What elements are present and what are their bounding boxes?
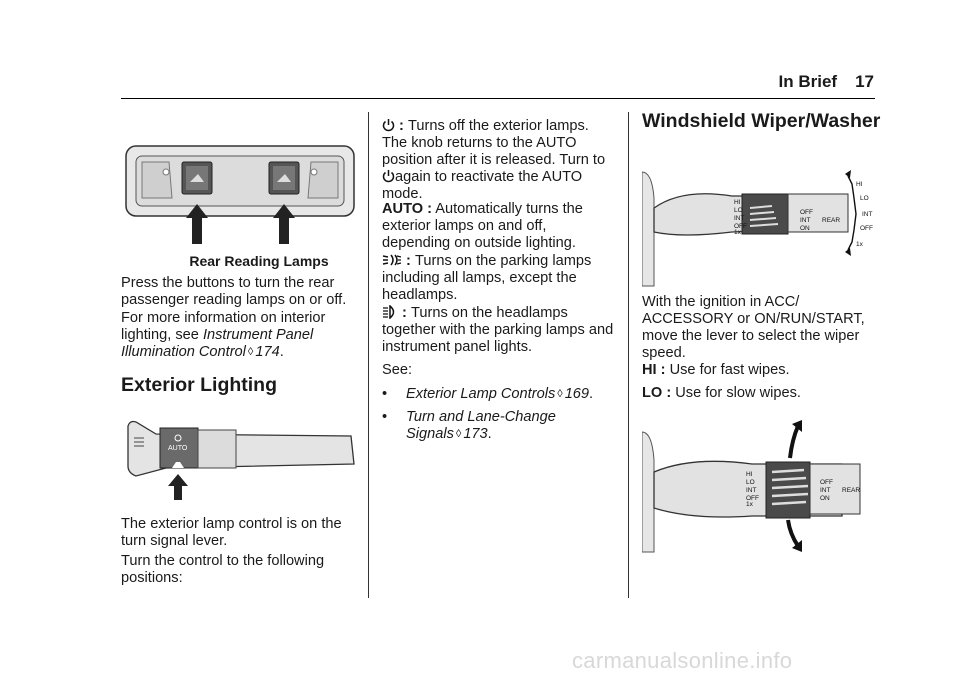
auto-label: AUTO xyxy=(168,445,188,452)
text: Use for slow wipes. xyxy=(675,385,801,401)
hi-label: HI xyxy=(746,471,753,478)
cross-reference-link[interactable]: Turn and Lane-Change Signals xyxy=(406,409,556,442)
onex-label: 1x xyxy=(734,229,741,236)
term-label: AUTO : xyxy=(382,201,432,217)
power-off-icon xyxy=(382,118,395,132)
text: again to reactivate the AUTO mode. xyxy=(382,169,583,202)
lo-label: LO xyxy=(734,207,743,214)
cross-reference-link[interactable]: Exterior Lamp Controls xyxy=(406,386,556,402)
cross-reference-link[interactable]: Instrument Panel Illumination Control xyxy=(121,327,314,360)
paragraph: The exterior lamp control is on the turn signal lever. xyxy=(121,516,342,549)
running-header xyxy=(779,72,874,92)
text: Turns on the headlamps together with the parking lamps and instrument panel lights. xyxy=(382,305,614,355)
hi-position: HI xyxy=(856,181,863,188)
text: Turns on the parking lamps including all lamps, except the headlamps. xyxy=(382,253,592,303)
bullet: • xyxy=(382,386,388,402)
int-label: INT xyxy=(746,487,757,494)
text: Use for fast wipes. xyxy=(669,362,790,378)
paragraph: Turn the control to the following positions: xyxy=(121,553,325,586)
int2-label: INT xyxy=(800,217,811,224)
section-title: In Brief xyxy=(778,72,838,91)
wiper-lever-figure xyxy=(642,168,875,288)
see-label: See: xyxy=(382,362,413,378)
page-ref[interactable]: 174 xyxy=(255,344,280,360)
wiper-band-figure xyxy=(642,420,875,554)
column-divider-2 xyxy=(628,112,629,598)
list-item: • Turn and Lane-Change Signals ◊ 173. xyxy=(382,409,556,442)
rear-label: REAR xyxy=(842,487,861,494)
lamp-off-paragraph: : Turns off the exterior lamps. The knob returns to the AUTO position after it is released. Turn to again to reactivate the AUTO mode. xyxy=(382,118,606,202)
section-heading: Windshield Wiper/Washer xyxy=(642,110,881,132)
on-label: ON xyxy=(820,495,830,502)
int-position: INT xyxy=(862,211,873,218)
paragraph: For more information on interior lighting, see Instrument Panel Illumination Control ◊ 174. xyxy=(121,310,326,360)
bullet: • xyxy=(382,409,388,425)
term-label: HI : xyxy=(642,362,666,378)
column-divider-1 xyxy=(368,112,369,598)
hi-paragraph xyxy=(642,362,875,379)
parking-lamp-icon xyxy=(382,253,402,267)
lo-position: LO xyxy=(860,195,869,202)
int2-label: INT xyxy=(820,487,831,494)
headlamps-paragraph: : Turns on the headlamps together with the parking lamps and instrument panel lights. xyxy=(382,305,614,355)
page-ref[interactable]: 169 xyxy=(564,386,590,402)
page-ref-icon: ◊ xyxy=(247,346,254,358)
text: Turns off the exterior lamps. The knob returns to the AUTO position after it is released. Turn to xyxy=(382,118,606,168)
onex-label: 1x xyxy=(746,501,753,508)
off2-label: OFF xyxy=(800,209,813,216)
watermark: carmanualsonline.info xyxy=(572,648,793,673)
headlamp-icon xyxy=(382,305,398,319)
paragraph: With the ignition in ACC/ ACCESSORY or ON/RUN/START, move the lever to select the wiper speed. xyxy=(642,294,865,361)
text: For more information on interior lighting, see xyxy=(121,310,326,343)
term-label: LO : xyxy=(642,385,672,401)
list-item: • Exterior Lamp Controls ◊ 169. xyxy=(382,386,594,402)
off-label: OFF xyxy=(746,495,759,502)
page-ref-icon: ◊ xyxy=(557,388,563,400)
power-off-icon xyxy=(382,169,395,183)
off-label: OFF xyxy=(734,223,747,230)
lamp-control-lever-figure xyxy=(126,418,356,502)
page-ref[interactable]: 173 xyxy=(463,426,488,442)
page-ref-icon: ◊ xyxy=(455,428,462,440)
parking-lamps-paragraph: : Turns on the parking lamps including all lamps, except the headlamps. xyxy=(382,253,592,303)
auto-paragraph xyxy=(382,201,614,252)
section-heading: Exterior Lighting xyxy=(121,374,277,396)
text: Automatically turns the exterior lamps on and off, depending on outside lighting. xyxy=(382,201,583,251)
lo-paragraph xyxy=(642,385,875,402)
rear-reading-lamps-figure xyxy=(124,142,356,250)
hi-label: HI xyxy=(734,199,741,206)
int-label: INT xyxy=(734,215,745,222)
off-position: OFF xyxy=(860,225,873,232)
on-label: ON xyxy=(800,225,810,232)
off2-label: OFF xyxy=(820,479,833,486)
header-rule xyxy=(121,98,875,99)
page-number: 17 xyxy=(855,72,874,91)
lo-label: LO xyxy=(746,479,755,486)
onex-position: 1x xyxy=(856,241,863,248)
rear-label: REAR xyxy=(822,217,841,224)
figure-caption: Rear Reading Lamps xyxy=(189,253,329,269)
paragraph: Press the buttons to turn the rear passenger reading lamps on or off. xyxy=(121,275,347,308)
